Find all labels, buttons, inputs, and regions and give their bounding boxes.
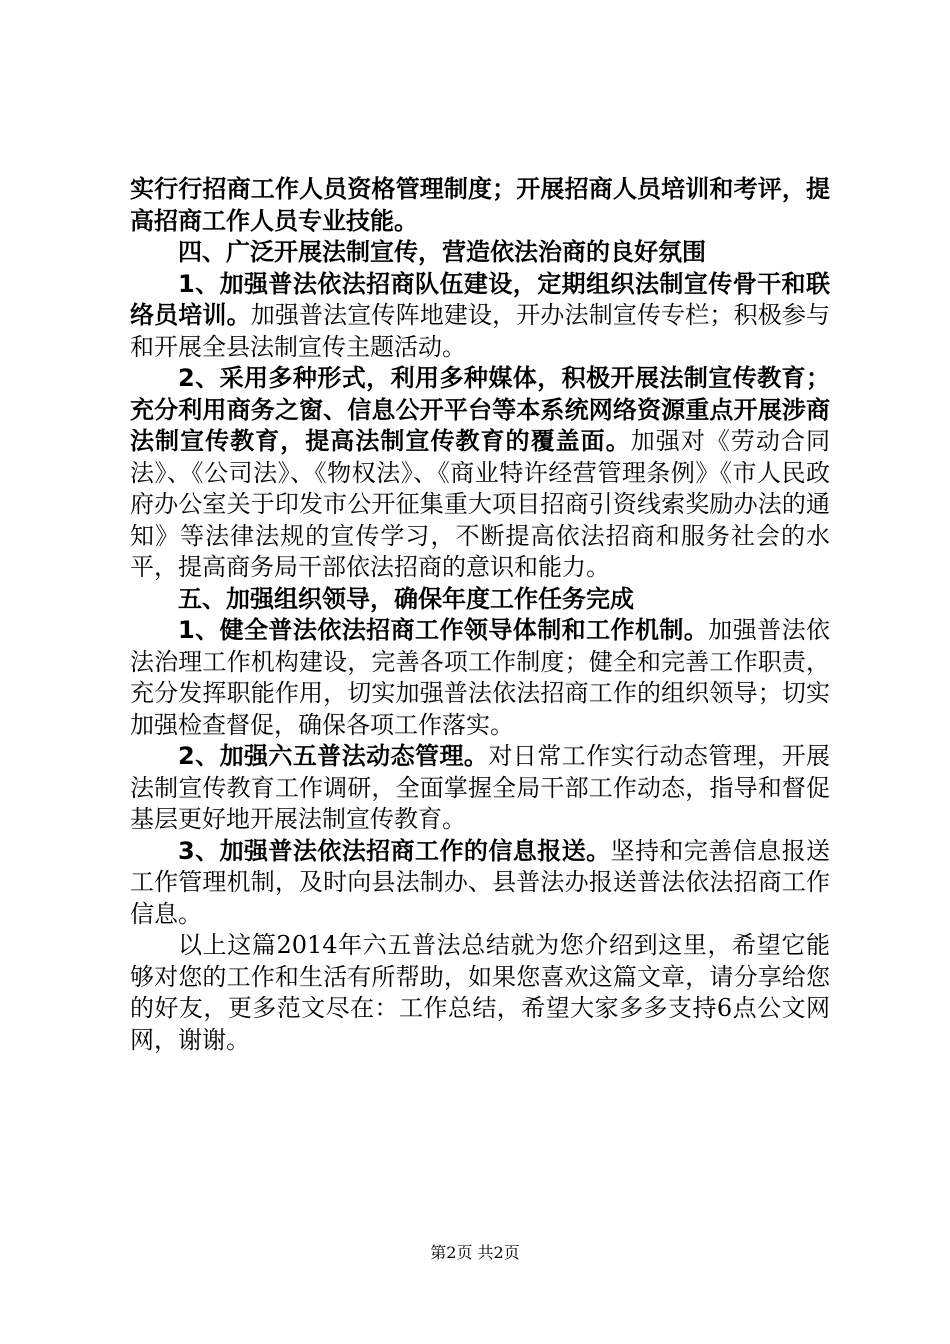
paragraph-normal-text: 以上这篇2014年六五普法总结就为您介绍到这里，希望它能够对您的工作和生活有所帮助，如果您喜欢这篇文章，请分享给您的好友，更多范文尽在：工作总结，希望大家多多支持6点公文网网，谢谢。 bbox=[130, 931, 830, 1054]
page-number-footer: 第2页 共2页 bbox=[430, 1243, 520, 1262]
paragraph-continued-training bbox=[130, 174, 830, 237]
document-body bbox=[130, 174, 830, 1056]
paragraph-normal-text: 坚持和完善信息报送工作管理机制，及时向县法制办、县普法办报送普法依法招商工作信息。 bbox=[130, 836, 831, 928]
paragraph-bold-text: 3、加强普法依法招商工作的信息报送。 bbox=[178, 836, 611, 865]
paragraph-bold-text: 1、加强普法依法招商队伍建设，定期组织法制宣传骨干和联络员培训。 bbox=[130, 269, 830, 329]
paragraph-normal-text: 加强对《劳动合同法》、《公司法》、《物权法》、《商业特许经营管理条例》《市人民政府办公室关于印发市公开征集重大项目招商引资线索奖励办法的通知》等法律法规的宣传学习，不断提高依法招商和服务社会的水平，提高商务局干部依法招商的意识和能力。 bbox=[130, 427, 831, 581]
paragraph-normal-text: 加强普法宣传阵地建设，开办法制宣传专栏；积极参与和开展全县法制宣传主题活动。 bbox=[130, 301, 831, 361]
paragraph-4-1 bbox=[130, 269, 830, 364]
section-heading-4 bbox=[130, 237, 830, 269]
closing-paragraph bbox=[130, 930, 830, 1056]
paragraph-bold-text: 2、加强六五普法动态管理。 bbox=[178, 742, 489, 770]
heading-text: 四、广泛开展法制宣传，营造依法治商的良好氛围 bbox=[178, 238, 706, 266]
paragraph-5-2 bbox=[130, 741, 830, 836]
paragraph-normal-text: 对日常工作实行动态管理，开展法制宣传教育工作调研，全面掌握全局干部工作动态，指导和督促基层更好地开展法制宣传教育。 bbox=[130, 742, 831, 833]
section-heading-5 bbox=[130, 584, 830, 616]
paragraph-normal-text: 加强普法依法治理工作机构建设，完善各项工作制度；健全和完善工作职责，充分发挥职能作用，切实加强普法依法招商工作的组织领导；切实加强检查督促，确保各项工作落实。 bbox=[130, 616, 831, 739]
paragraph-4-2 bbox=[130, 363, 830, 584]
heading-text: 五、加强组织领导，确保年度工作任务完成 bbox=[178, 584, 634, 613]
paragraph-bold-text: 1、健全普法依法招商工作领导体制和工作机制。 bbox=[178, 616, 709, 644]
paragraph-5-1 bbox=[130, 615, 830, 741]
paragraph-bold-text: 实行行招商工作人员资格管理制度；开展招商人员培训和考评，提高招商工作人员专业技能。 bbox=[130, 175, 830, 235]
paragraph-5-3 bbox=[130, 836, 830, 931]
paragraph-bold-text: 2、采用多种形式，利用多种媒体，积极开展法制宣传教育；充分利用商务之窗、信息公开平台等本系统网络资源重点开展涉商法制宣传教育，提高法制宣传教育的覆盖面。 bbox=[130, 364, 830, 455]
